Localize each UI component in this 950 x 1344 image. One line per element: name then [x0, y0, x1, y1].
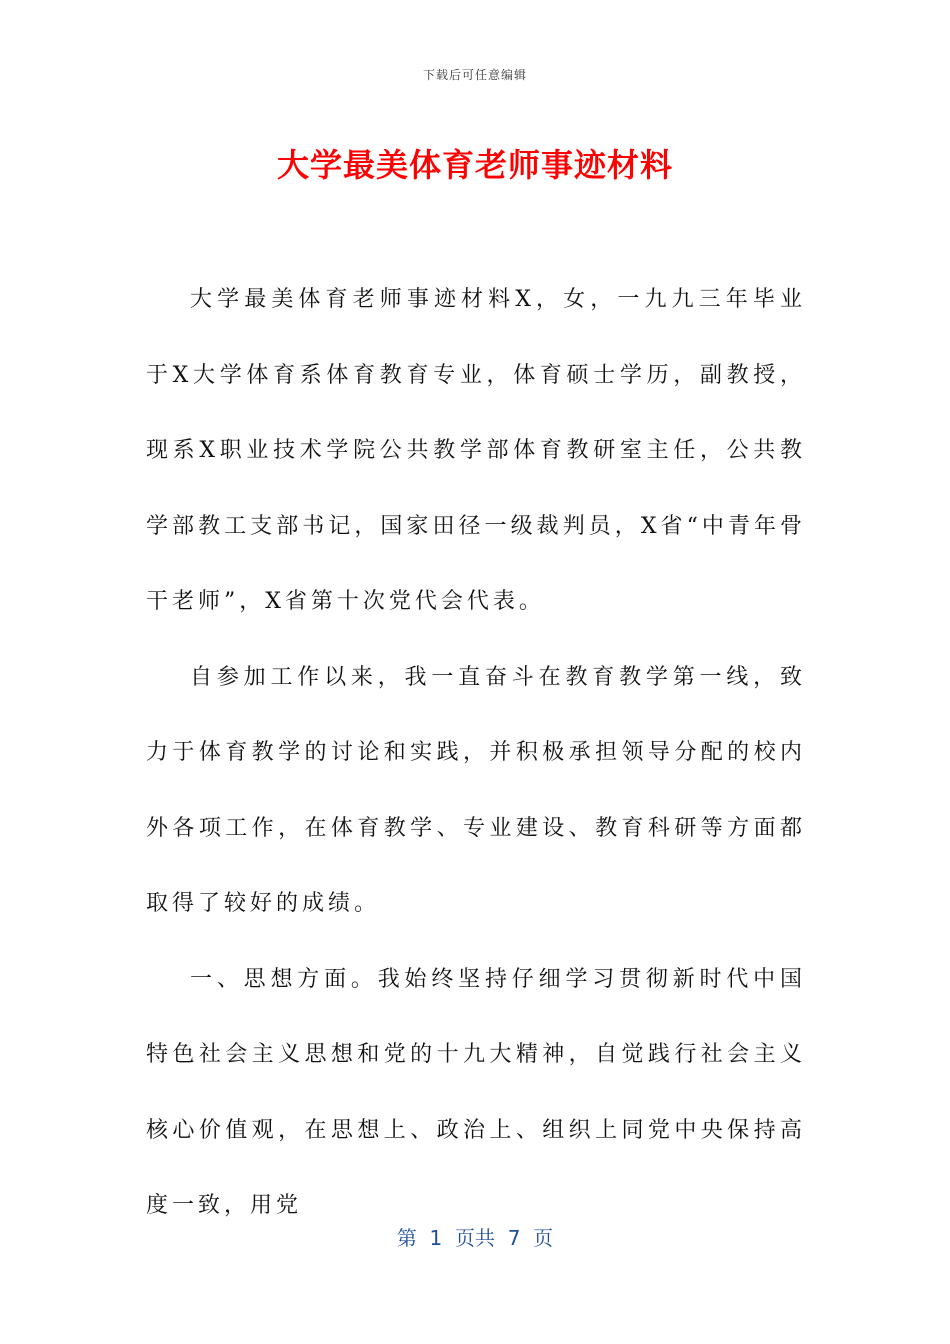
paragraph-3: 一、思想方面。我始终坚持仔细学习贯彻新时代中国特色社会主义思想和党的十九大精神，自觉践行社会主义核心价值观，在思想上、政治上、组织上同党中央保持高度一致，用党: [146, 966, 806, 1218]
header-note: 下载后可任意编辑: [422, 68, 527, 82]
document-title: 大学最美体育老师事迹材料: [276, 146, 673, 184]
paragraph-1: 大学最美体育老师事迹材料X，女，一九九三年毕业于X大学体育系体育教育专业，体育硕士学历，副教授，现系X职业技术学院公共教学部体育教研室主任，公共教学部教工支部书记，国家田径一级裁判员，X省“中青年骨干老师”，X省第十次党代会代表。: [146, 287, 806, 614]
page-number-footer: 第 1 页共 7 页: [396, 1226, 554, 1250]
paragraph-2: 自参加工作以来，我一直奋斗在教育教学第一线，致力于体育教学的讨论和实践，并积极承担领导分配的校内外各项工作，在体育教学、专业建设、教育科研等方面都取得了较好的成绩。: [146, 664, 806, 916]
document-body: [146, 262, 806, 1244]
